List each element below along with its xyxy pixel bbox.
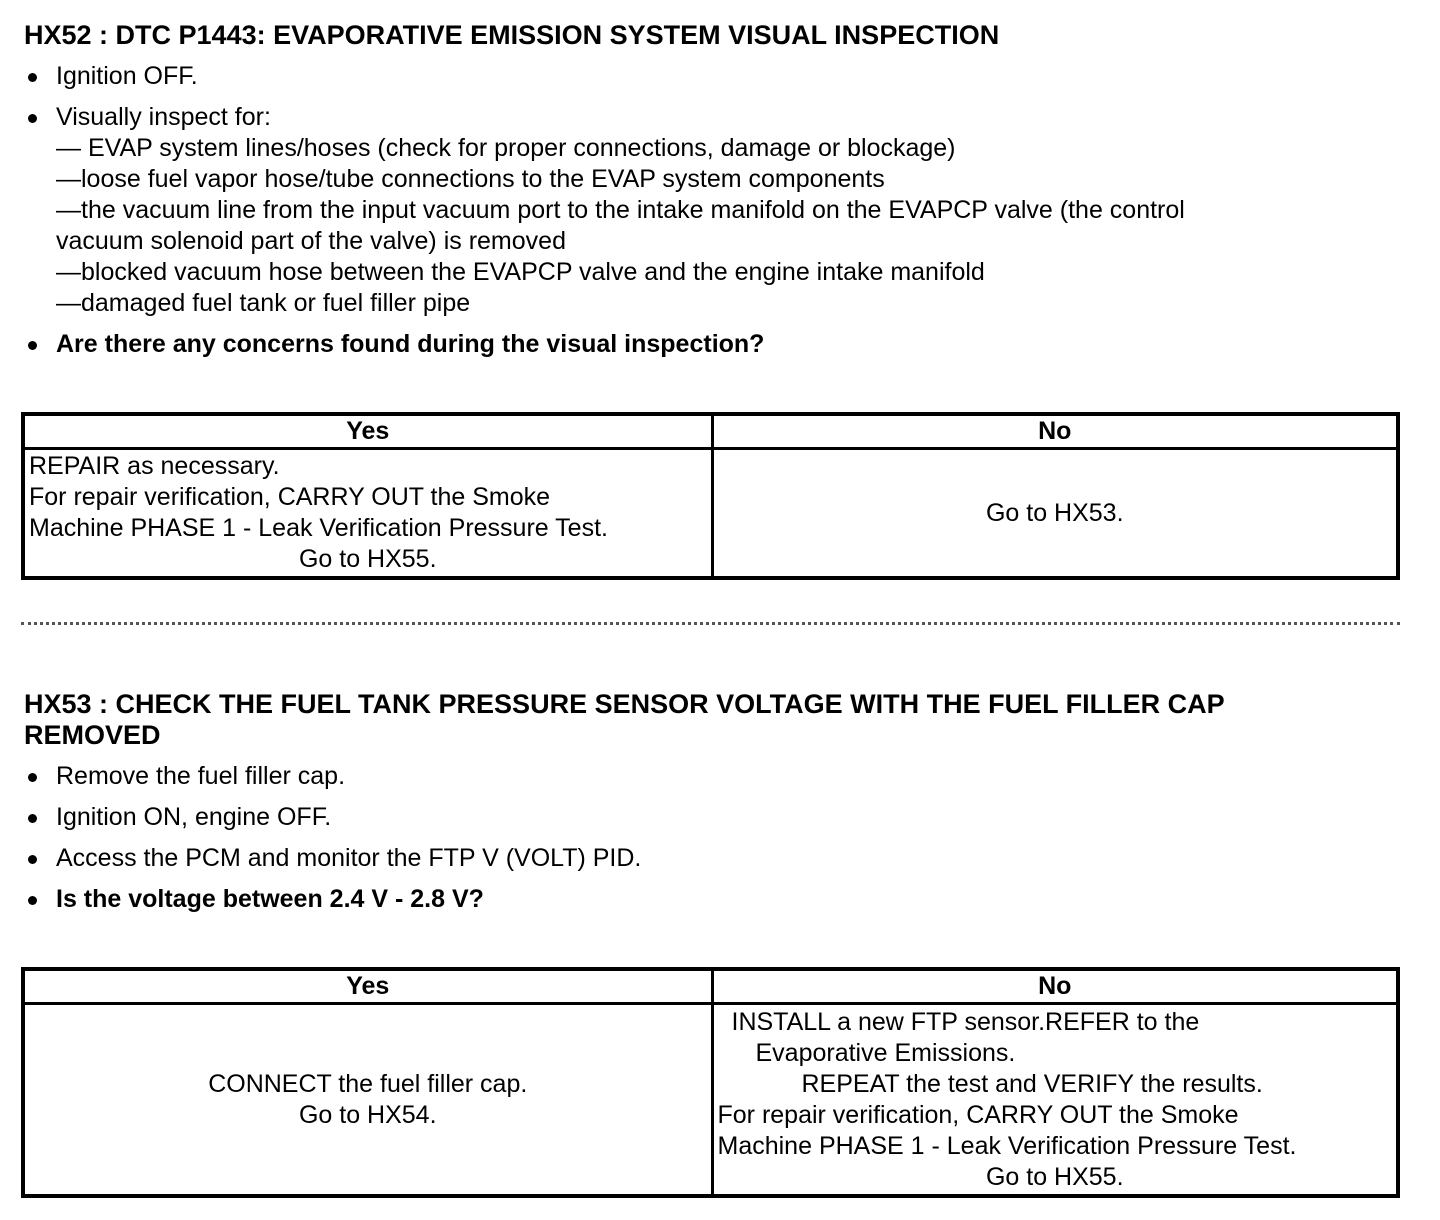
cell-line: For repair verification, CARRY OUT the Smoke [29, 483, 551, 511]
instruction-text: Ignition ON, engine OFF. [56, 803, 332, 831]
goto-link[interactable]: Go to HX53. [985, 498, 1124, 527]
yes-cell [23, 1004, 712, 1197]
bullet-icon [28, 773, 37, 782]
cell-line: Machine PHASE 1 - Leak Verification Pressure Test. [29, 514, 608, 542]
cell-line: For repair verification, CARRY OUT the Smoke [717, 1100, 1239, 1129]
section-heading [24, 689, 1400, 751]
question-text: Are there any concerns found during the visual inspection? [56, 330, 765, 358]
list-item [24, 61, 1400, 92]
decision-table-hx53 [21, 967, 1400, 1198]
bullet-icon [28, 73, 37, 82]
bullet-icon [28, 814, 37, 823]
no-header: No [712, 969, 1398, 1004]
cell-line: Machine PHASE 1 - Leak Verification Pressure Test. [717, 1131, 1297, 1160]
goto-link[interactable]: Go to HX54. [298, 1100, 437, 1129]
no-header: No [712, 414, 1398, 449]
list-item [24, 761, 1400, 792]
yes-header: Yes [23, 414, 712, 449]
cell-line: CONNECT the fuel filler cap. [208, 1069, 528, 1098]
heading-line: REMOVED [24, 720, 161, 750]
cell-line: Evaporative Emissions. [755, 1038, 1016, 1067]
bullet-icon [28, 896, 37, 905]
section-heading: HX52 : DTC P1443: EVAPORATIVE EMISSION SYSTEM VISUAL INSPECTION [24, 20, 1000, 50]
cell-line: REPAIR as necessary. [29, 452, 280, 480]
yes-cell [23, 449, 712, 579]
list-item [24, 802, 1400, 833]
heading-line: HX53 : CHECK THE FUEL TANK PRESSURE SENSOR VOLTAGE WITH THE FUEL FILLER CAP [24, 689, 1225, 719]
instruction-text: Access the PCM and monitor the FTP V (VOLT) PID. [56, 844, 642, 872]
instruction-text: Visually inspect for: [56, 103, 271, 131]
question-text: Is the voltage between 2.4 V - 2.8 V? [56, 885, 484, 913]
no-cell [712, 449, 1398, 579]
section-hx52 [24, 20, 1400, 360]
inspect-subline: —damaged fuel tank or fuel filler pipe [56, 289, 471, 317]
decision-table-hx52 [21, 412, 1400, 580]
section-hx53 [24, 689, 1400, 915]
inspect-subline: —loose fuel vapor hose/tube connections to the EVAP system components [56, 165, 885, 193]
bullet-icon [28, 855, 37, 864]
inspect-subline: vacuum solenoid part of the valve) is removed [56, 227, 566, 255]
instruction-text: Ignition OFF. [56, 62, 198, 90]
goto-link[interactable]: Go to HX55. [298, 545, 437, 573]
no-cell [712, 1004, 1398, 1197]
inspect-subline: — EVAP system lines/hoses (check for proper connections, damage or blockage) [56, 134, 956, 162]
question-item [24, 884, 1400, 915]
bullet-icon [28, 341, 37, 350]
inspect-subline: —the vacuum line from the input vacuum port to the intake manifold on the EVAPCP valve (the control [56, 196, 1185, 224]
cell-line: INSTALL a new FTP sensor.REFER to the [731, 1007, 1200, 1036]
list-item [24, 843, 1400, 874]
instruction-list [24, 61, 1400, 360]
bullet-icon [28, 114, 37, 123]
instruction-text: Remove the fuel filler cap. [56, 762, 346, 790]
question-item [24, 329, 1400, 360]
inspect-subline: —blocked vacuum hose between the EVAPCP valve and the engine intake manifold [56, 258, 985, 286]
goto-link[interactable]: Go to HX55. [985, 1162, 1124, 1191]
list-item [24, 102, 1400, 319]
section-divider [21, 622, 1400, 625]
cell-line: REPEAT the test and VERIFY the results. [801, 1069, 1263, 1098]
yes-header: Yes [23, 969, 712, 1004]
instruction-list [24, 761, 1400, 915]
